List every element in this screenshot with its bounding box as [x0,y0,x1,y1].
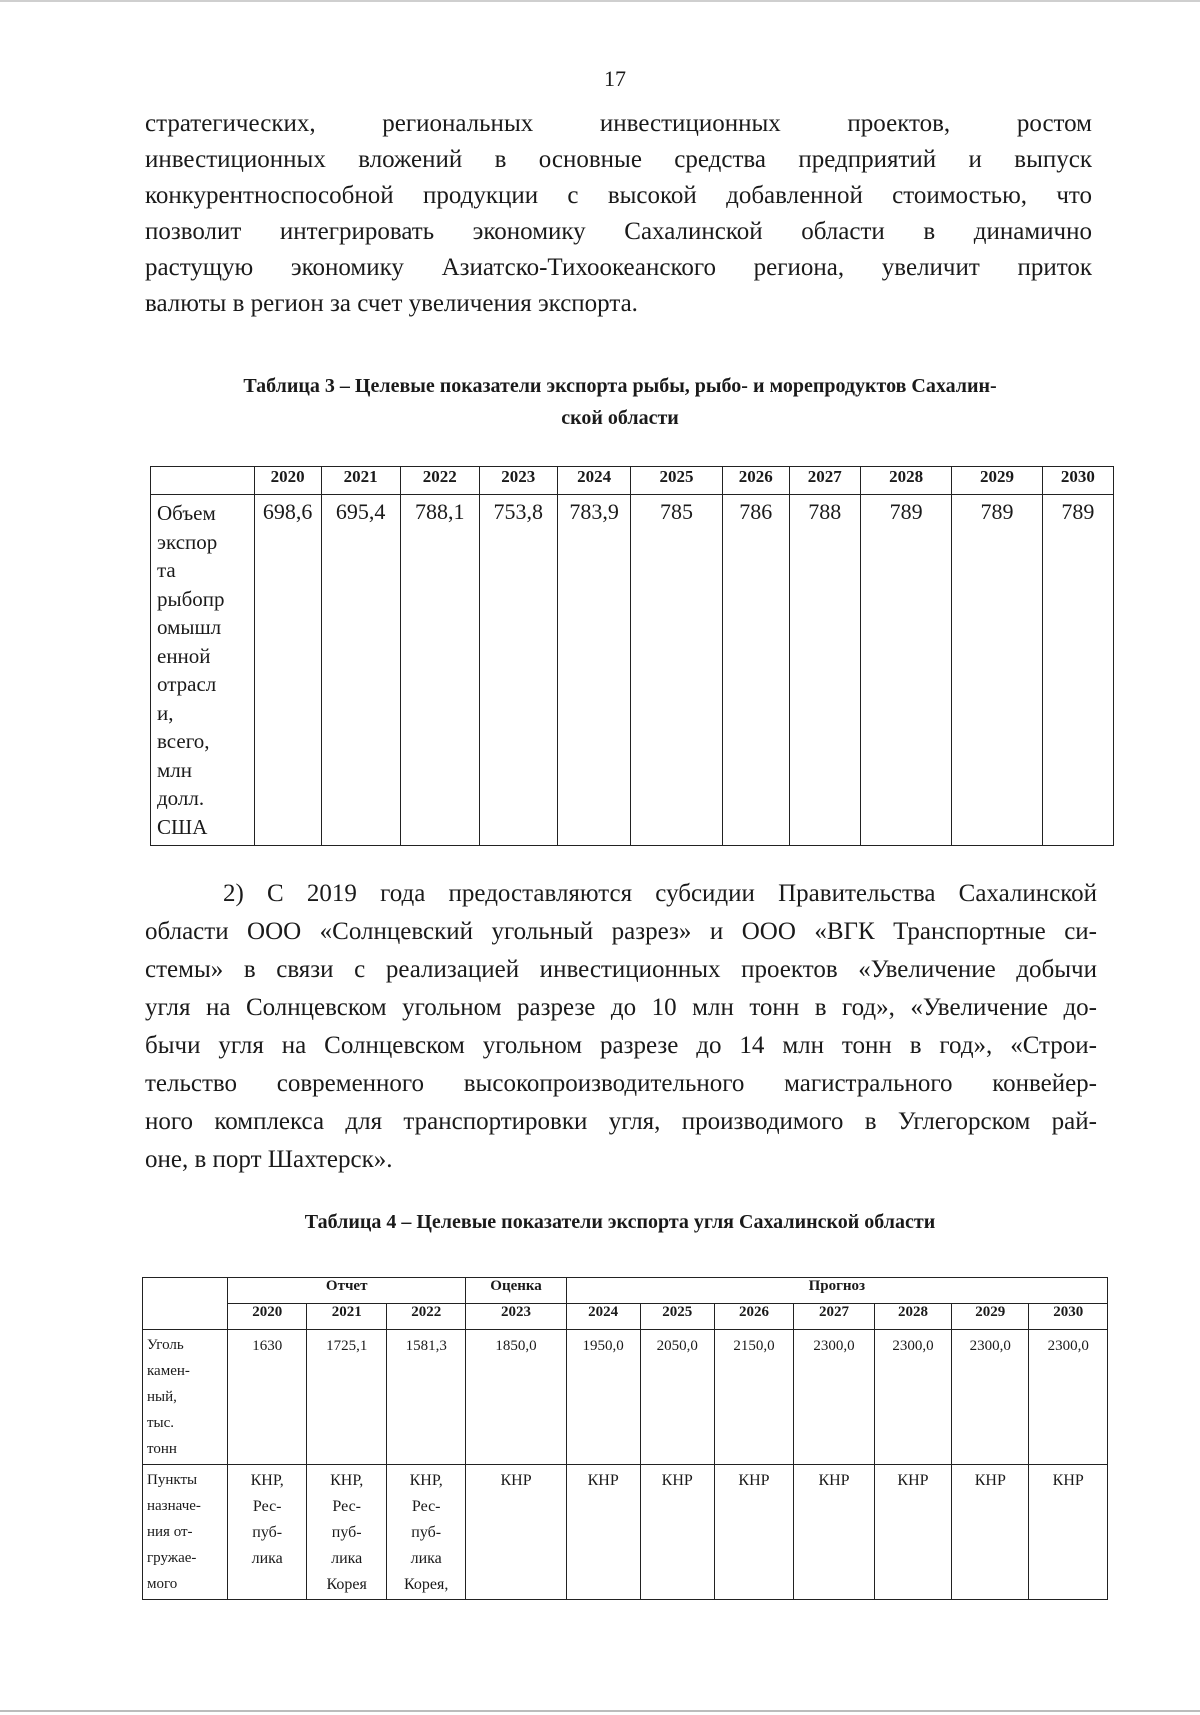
table-cell-value: 2150,0 [714,1330,794,1465]
year-header: 2026 [722,467,789,495]
table-cell-value: 2300,0 [952,1330,1029,1465]
year-header: 2027 [789,467,860,495]
year-header: 2023 [466,1304,566,1330]
year-header: 2021 [307,1304,387,1330]
row-label-line: США [157,814,208,839]
year-header: 2030 [1042,467,1113,495]
scan-top-edge [0,0,1200,2]
scan-bottom-edge [0,1710,1200,1712]
table-cell-value: 783,9 [557,495,631,846]
table-cell-destination [794,1465,875,1600]
cell-line: КНР, [330,1472,364,1489]
table4-coal-export [142,1277,1108,1600]
year-header: 2023 [479,467,557,495]
row-label-line: ный, [147,1389,177,1405]
year-header: 2022 [386,1304,466,1330]
row-label-line: экспор [157,529,218,554]
row-label-line: и, [157,700,174,725]
row-label-line: тыс. [147,1415,175,1431]
table-cell-value: 1630 [227,1330,307,1465]
table-cell-value: 1950,0 [566,1330,640,1465]
cell-line: Рес- [332,1498,361,1515]
row-label-line: тонн [147,1441,177,1457]
table-cell-value: 786 [722,495,789,846]
table-row [143,1330,1108,1465]
cell-line: КНР [1052,1472,1084,1489]
cell-line: пуб- [411,1524,442,1541]
cell-line: КНР [500,1472,532,1489]
cell-line: КНР [818,1472,850,1489]
table-cell-value: 789 [860,495,951,846]
table-row [143,1465,1108,1600]
table-cell-value: 698,6 [254,495,321,846]
table-cell-destination [386,1465,466,1600]
table-cell-destination [566,1465,640,1600]
table-cell-destination [714,1465,794,1600]
table-cell-destination [952,1465,1029,1600]
row-label-line: та [157,558,176,582]
paragraph-line: валюты в регион за счет увеличения экспорта. [145,290,638,317]
table-cell-value: 2300,0 [794,1330,875,1465]
paragraph-line: позволит интегрировать экономику Сахалинской области в динамично [145,218,1092,245]
row-label-line: Уголь [147,1337,184,1353]
table-cell-value: 695,4 [321,495,400,846]
row-label-line: ния от- [147,1524,193,1540]
paragraph-line: стемы» в связи с реализацией инвестиционных проектов «Увеличение добычи [145,956,1097,983]
paragraph-line: инвестиционных вложений в основные средства предприятий и выпуск [145,146,1092,173]
row-label-line: рыбопр [157,586,225,611]
cell-line: КНР [974,1472,1006,1489]
year-header: 2024 [557,467,631,495]
page-number: 17 [604,66,626,91]
year-header: 2028 [860,467,951,495]
table4-row-label-destinations [143,1465,228,1600]
year-header: 2022 [400,467,479,495]
cell-line: лика [331,1550,363,1567]
table4-year-row [143,1304,1108,1330]
year-header: 2025 [640,1304,714,1330]
year-header: 2027 [794,1304,875,1330]
table-row [151,495,1114,846]
cell-line: лика [410,1550,442,1567]
table4-corner-cell [143,1278,228,1330]
year-header: 2029 [952,467,1042,495]
table3-corner-cell [151,467,255,495]
table3-caption [150,370,1090,434]
paragraph-line: угля на Солнцевском угольном разрезе до 10 млн тонн в год», «Увеличение до- [145,994,1097,1021]
year-header: 2030 [1029,1304,1108,1330]
year-header: 2020 [254,467,321,495]
row-label-line: Объем [157,501,216,525]
cell-line: Корея [326,1576,367,1593]
table-cell-destination [640,1465,714,1600]
paragraph-line: бычи угля на Солнцевском угольном разрезе до 14 млн тонн в год», «Строи- [145,1032,1097,1059]
paragraph-line: области ООО «Солнцевский угольный разрез» и ООО «ВГК Транспортные си- [145,918,1097,945]
table-cell-destination [874,1465,951,1600]
cell-line: Корея, [404,1576,449,1593]
table-cell-destination [227,1465,307,1600]
cell-line: КНР [661,1472,693,1489]
table-cell-value: 2300,0 [1029,1330,1108,1465]
row-label-line: омышл [157,615,222,639]
row-label-line: отрасл [157,672,217,696]
table3-header-row [151,467,1114,495]
row-label-line: мого [147,1576,178,1592]
table-cell-value: 1850,0 [466,1330,566,1465]
table-cell-value: 785 [631,495,722,846]
table4-caption: Таблица 4 – Целевые показатели экспорта угля Сахалинской области [304,1211,936,1233]
row-label-line: долл. [157,786,205,810]
table-cell-value: 1581,3 [386,1330,466,1465]
paragraph-line: 2) С 2019 года предоставляются субсидии Правительства Сахалинской [223,880,1097,907]
cell-line: КНР [897,1472,929,1489]
table3-caption-line1: Таблица 3 – Целевые показатели экспорта рыбы, рыбо- и морепродуктов Сахалин- [243,375,997,397]
paragraph-line: тельство современного высокопроизводительного магистрального конвейер- [145,1070,1097,1097]
row-label-line: камен- [147,1363,190,1379]
table3-caption-line2: ской области [561,407,679,429]
row-label-line: всего, [157,729,210,753]
paragraph-coal-subsidies [145,875,1097,1179]
cell-line: пуб- [252,1524,283,1541]
table-cell-destination [307,1465,387,1600]
year-header: 2029 [952,1304,1029,1330]
paragraph-line: стратегических, региональных инвестиционных проектов, ростом [145,110,1092,137]
table4-group-estimate: Оценка [466,1278,566,1304]
cell-line: КНР [587,1472,619,1489]
cell-line: пуб- [331,1524,362,1541]
cell-line: лика [251,1550,283,1567]
table4-group-forecast: Прогноз [566,1278,1107,1304]
table3-fish-export [150,466,1114,846]
cell-line: КНР, [250,1472,284,1489]
row-label-line: гружае- [147,1550,197,1566]
paragraph-line: оне, в порт Шахтерск». [145,1146,393,1173]
row-label-line: енной [157,643,211,668]
cell-line: Рес- [252,1498,282,1515]
paragraph-line: растущую экономику Азиатско-Тихоокеанского региона, увеличит приток [145,254,1092,281]
paragraph-line: ного комплекса для транспортировки угля, производимого в Углегорском рай- [145,1108,1097,1135]
row-label-line: млн [157,757,193,782]
year-header: 2020 [227,1304,307,1330]
table3-row-label [151,495,255,846]
table-cell-destination [1029,1465,1108,1600]
table4-row-label-coal [143,1330,228,1465]
table-cell-value: 2050,0 [640,1330,714,1465]
row-label-line: назначе- [147,1498,201,1514]
table-cell-value: 1725,1 [307,1330,387,1465]
table-cell-value: 789 [952,495,1042,846]
table4-group-row [143,1278,1108,1304]
year-header: 2024 [566,1304,640,1330]
table-cell-value: 2300,0 [874,1330,951,1465]
row-label-line: Пункты [147,1472,198,1488]
year-header: 2028 [874,1304,951,1330]
cell-line: КНР, [409,1472,443,1489]
table-cell-value: 788,1 [400,495,479,846]
table-cell-value: 789 [1042,495,1113,846]
paragraph-investment-projects [145,106,1092,322]
cell-line: Рес- [411,1498,441,1515]
table-cell-value: 788 [789,495,860,846]
year-header: 2021 [321,467,400,495]
cell-line: КНР [738,1472,770,1489]
year-header: 2026 [714,1304,794,1330]
table4-group-report: Отчет [227,1278,466,1304]
table-cell-destination [466,1465,566,1600]
paragraph-line: конкурентноспособной продукции с высокой добавленной стоимостью, что [145,182,1092,209]
table-cell-value: 753,8 [479,495,557,846]
year-header: 2025 [631,467,722,495]
